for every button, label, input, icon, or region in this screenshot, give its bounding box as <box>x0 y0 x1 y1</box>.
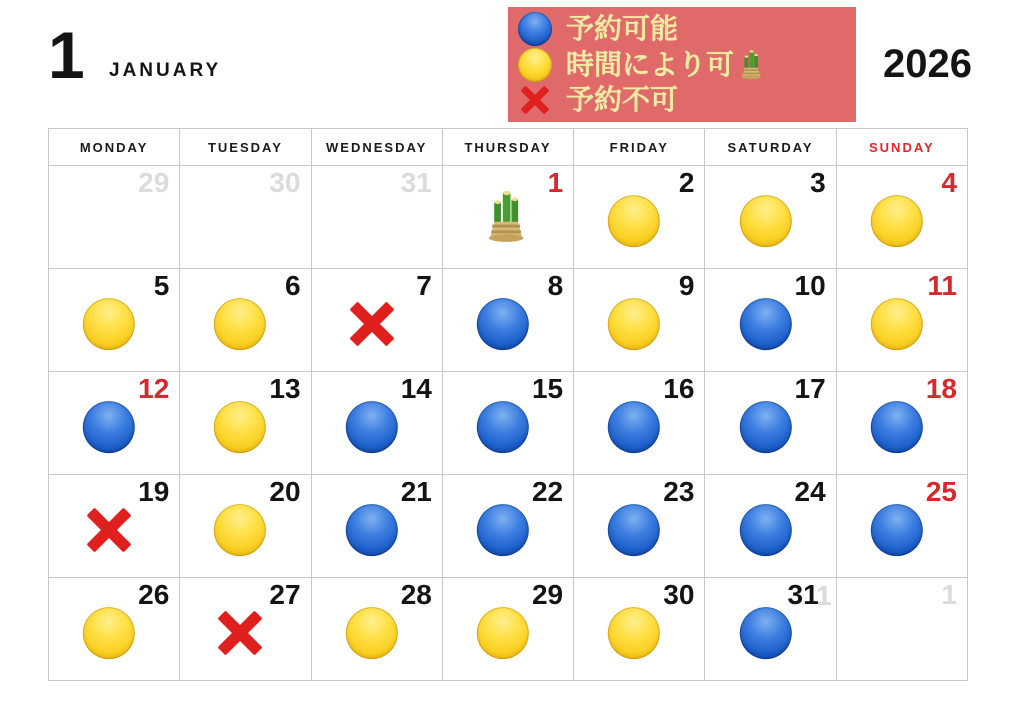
day-number: 10 <box>794 270 826 301</box>
calendar-day-cell <box>837 372 968 475</box>
blue-circle-icon <box>346 504 398 556</box>
kadomatsu-icon <box>738 49 764 81</box>
day-status-mark <box>84 505 134 555</box>
legend-row-time-dependent <box>516 47 848 83</box>
day-status-mark <box>215 608 265 658</box>
calendar-day-cell <box>837 578 968 681</box>
calendar-day-cell <box>705 269 836 372</box>
weekday-header-tuesday: TUESDAY <box>180 129 311 166</box>
day-number: 27 <box>269 579 301 610</box>
day-number: 3 <box>810 167 826 198</box>
day-status-mark <box>608 298 660 350</box>
day-number: 13 <box>269 373 301 404</box>
day-number: 26 <box>138 579 170 610</box>
calendar-day-cell <box>443 166 574 269</box>
day-number: 20 <box>269 476 301 507</box>
blue-circle-icon <box>739 504 791 556</box>
red-x-icon <box>215 608 265 658</box>
day-status-mark <box>608 195 660 247</box>
calendar-day-cell <box>443 475 574 578</box>
day-status-mark <box>477 504 529 556</box>
yellow-circle-icon <box>214 298 266 350</box>
yellow-circle-icon <box>608 298 660 350</box>
day-status-mark <box>477 401 529 453</box>
day-status-mark <box>346 504 398 556</box>
day-status-mark <box>83 401 135 453</box>
day-status-mark <box>608 504 660 556</box>
yellow-circle-icon <box>739 195 791 247</box>
day-number: 8 <box>547 270 564 301</box>
month-name: JANUARY <box>109 60 222 81</box>
calendar-day-cell <box>180 269 311 372</box>
calendar-day-cell <box>49 475 180 578</box>
day-number: 28 <box>400 579 432 610</box>
yellow-circle-icon <box>83 298 135 350</box>
day-status-mark <box>346 401 398 453</box>
calendar-day-cell <box>705 475 836 578</box>
yellow-circle-icon <box>477 607 529 659</box>
day-status-mark <box>483 189 529 245</box>
calendar-grid <box>48 128 968 681</box>
blue-circle-icon <box>346 401 398 453</box>
day-number: 30 <box>269 167 301 198</box>
day-number: 24 <box>794 476 826 507</box>
yellow-circle-icon <box>608 607 660 659</box>
calendar-day-cell <box>837 475 968 578</box>
yellow-circle-icon <box>214 401 266 453</box>
blue-circle-icon <box>871 504 923 556</box>
weekday-header-wednesday: WEDNESDAY <box>312 129 443 166</box>
day-number: 31 <box>787 579 819 610</box>
day-number: 14 <box>400 373 432 404</box>
blue-circle-icon <box>608 401 660 453</box>
day-status-mark <box>608 401 660 453</box>
calendar-day-cell <box>312 372 443 475</box>
day-status-mark <box>346 607 398 659</box>
red-x-icon <box>347 299 397 349</box>
day-number: 22 <box>531 476 564 507</box>
legend-row-available <box>516 11 848 47</box>
yellow-circle-icon <box>83 607 135 659</box>
weekday-header-monday: MONDAY <box>49 129 180 166</box>
calendar-day-cell <box>705 578 836 681</box>
day-status-mark <box>83 298 135 350</box>
calendar-day-cell <box>180 372 311 475</box>
red-x-icon <box>84 505 134 555</box>
calendar-day-cell <box>443 269 574 372</box>
weekday-header-saturday: SATURDAY <box>705 129 836 166</box>
day-status-mark <box>871 195 923 247</box>
day-status-mark <box>608 607 660 659</box>
ghost-day-number: 1 <box>816 580 832 611</box>
day-status-mark <box>739 298 791 350</box>
day-number: 18 <box>925 373 957 404</box>
day-number: 19 <box>138 476 170 507</box>
weekday-header-friday: FRIDAY <box>574 129 705 166</box>
weekday-header-thursday: THURSDAY <box>443 129 574 166</box>
red-x-icon <box>516 84 554 116</box>
day-number: 12 <box>138 373 170 404</box>
calendar-day-cell <box>705 372 836 475</box>
day-number: 2 <box>678 167 695 198</box>
calendar-day-cell <box>312 578 443 681</box>
calendar-day-cell <box>49 372 180 475</box>
day-status-mark <box>214 401 266 453</box>
day-number: 29 <box>138 167 170 198</box>
day-number: 23 <box>663 476 695 507</box>
calendar-day-cell <box>312 166 443 269</box>
blue-circle-icon <box>83 401 135 453</box>
calendar-day-cell <box>180 578 311 681</box>
calendar-day-cell <box>49 269 180 372</box>
calendar-day-cell <box>574 372 705 475</box>
calendar-day-cell <box>180 166 311 269</box>
legend-row-unavailable <box>516 82 848 118</box>
day-status-mark <box>477 607 529 659</box>
yellow-circle-icon <box>608 195 660 247</box>
day-status-mark <box>739 504 791 556</box>
day-number: 15 <box>531 373 564 404</box>
year-label: 2026 <box>883 42 972 86</box>
yellow-circle-icon <box>346 607 398 659</box>
day-status-mark <box>214 298 266 350</box>
blue-circle-icon <box>739 607 791 659</box>
day-number: 31 <box>400 167 432 198</box>
calendar-day-cell <box>312 269 443 372</box>
day-status-mark <box>347 299 397 349</box>
calendar-day-cell <box>443 372 574 475</box>
day-number: 29 <box>531 579 564 610</box>
yellow-circle-icon <box>516 48 554 82</box>
legend-label-unavailable: 予約不可 <box>566 84 679 116</box>
legend-label-available: 予約可能 <box>566 12 679 44</box>
month-number: 1 <box>48 18 85 92</box>
calendar-day-cell <box>574 578 705 681</box>
day-number: 1 <box>547 167 564 198</box>
day-number: 25 <box>925 476 957 507</box>
kadomatsu-icon <box>483 189 529 245</box>
day-number: 7 <box>416 270 432 301</box>
weekday-header-sunday: SUNDAY <box>837 129 968 166</box>
day-status-mark <box>477 298 529 350</box>
calendar-day-cell <box>574 475 705 578</box>
calendar-day-cell <box>837 269 968 372</box>
blue-circle-icon <box>477 298 529 350</box>
yellow-circle-icon <box>871 195 923 247</box>
blue-circle-icon <box>477 504 529 556</box>
yellow-circle-icon <box>214 504 266 556</box>
calendar-day-cell <box>705 166 836 269</box>
day-status-mark <box>739 401 791 453</box>
day-number: 5 <box>153 270 170 301</box>
blue-circle-icon <box>739 298 791 350</box>
day-number: 4 <box>941 167 957 198</box>
day-status-mark <box>83 607 135 659</box>
calendar-day-cell <box>837 166 968 269</box>
blue-circle-icon <box>516 12 554 46</box>
day-status-mark <box>739 195 791 247</box>
calendar-day-cell <box>443 578 574 681</box>
blue-circle-icon <box>477 401 529 453</box>
day-number: 11 <box>927 270 957 301</box>
day-number: 6 <box>284 270 301 301</box>
calendar-day-cell <box>312 475 443 578</box>
blue-circle-icon <box>739 401 791 453</box>
day-status-mark <box>871 401 923 453</box>
calendar-day-cell <box>574 269 705 372</box>
legend-box <box>508 7 856 122</box>
calendar-day-cell <box>574 166 705 269</box>
calendar-day-cell <box>49 166 180 269</box>
day-status-mark <box>739 607 791 659</box>
day-number: 9 <box>678 270 695 301</box>
yellow-circle-icon <box>871 298 923 350</box>
day-number: 21 <box>400 476 432 507</box>
calendar-day-cell <box>49 578 180 681</box>
day-status-mark <box>871 298 923 350</box>
calendar-day-cell <box>180 475 311 578</box>
blue-circle-icon <box>871 401 923 453</box>
day-number: 16 <box>663 373 695 404</box>
blue-circle-icon <box>608 504 660 556</box>
day-status-mark <box>871 504 923 556</box>
day-number: 17 <box>794 373 826 404</box>
day-number: 30 <box>663 579 695 610</box>
day-number: 1 <box>941 579 957 610</box>
legend-label-time-dependent: 時間により可 <box>566 48 735 80</box>
day-status-mark <box>214 504 266 556</box>
